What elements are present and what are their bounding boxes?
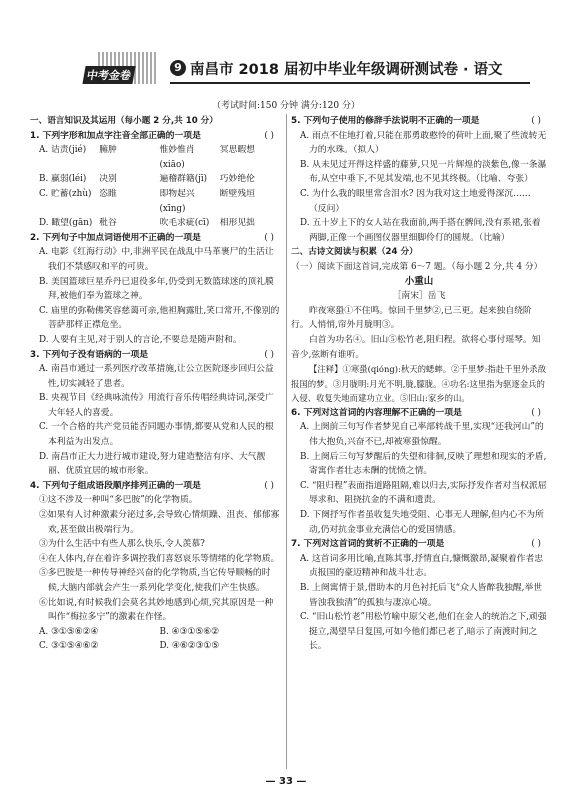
- question-2: [30, 231, 280, 246]
- option-row: [39, 216, 280, 231]
- logo-text: 中考金卷: [82, 66, 135, 84]
- column-divider: [286, 114, 287, 769]
- option-row: [39, 625, 280, 640]
- option-item: 巧妙绝伦: [219, 174, 255, 185]
- question-4: [30, 479, 280, 494]
- option-item: C. 贮蓄(zhù): [39, 188, 92, 199]
- question-stem: 2. 下列句子中加点词语使用不正确的一项是: [30, 232, 201, 243]
- option-d: D. 五十岁上下的女人站在我面前,两手搭在髀间,没有系裙,张着两脚,正像一个画图仪器里细脚伶仃的圆规。（比喻）: [300, 218, 541, 243]
- option-b: B. 上阕后三句写梦醒后的失望和徘徊,反映了理想和现实的矛盾,寄寓作者壮志未酬的忧愤之情。: [300, 451, 547, 477]
- sentence-5: ⑤多巴胺是一种传导神经兴奋的化学物质,当它传导顺畅的时候,大脑内部就会产生一系列化学变化,使我们产生快感。: [39, 568, 271, 593]
- left-column: [30, 114, 280, 654]
- poem-author: ［南宋］岳飞: [392, 291, 446, 302]
- question-1: [30, 129, 280, 144]
- option-d: D. ④⑥②③①⑤: [159, 641, 220, 652]
- sentence-2: ②如果有人讨种激素分泌过多,会导致心情烦躁、沮丧、郁郁寡欢,甚至做出极端行为。: [39, 510, 280, 535]
- option-item: 相形见拙: [219, 218, 255, 229]
- section-heading: 二、古诗文阅读与积累（24 分）: [291, 247, 418, 258]
- option-item: 惟妙惟肖(xiāo): [159, 145, 195, 170]
- option-a: A. ③①⑤⑥②④: [39, 626, 99, 637]
- option-row: [39, 143, 280, 172]
- option-b: B. 上阕寓情于景,借助本的月色衬托后飞“众人皆醉我独醒,举世皆浊我独清”的孤独与凄凉心境。: [300, 583, 543, 608]
- page-number: — 33 —: [265, 776, 307, 787]
- option-a: A. 电影《红海行动》中,非洲平民在战乱中马革裹尸的生活让我们不禁感叹和平的可贵。: [39, 247, 274, 272]
- option-a: A. 雨点不住地打着,只能在那勇敢憨怜的荷叶上面,聚了些流转无力的水珠。（拟人）: [300, 130, 547, 156]
- option-b: B. 美国篮球巨星乔丹已退役多年,仍受到无数篮球迷的顶礼膜拜,被他们奉为篮球之神。: [39, 276, 274, 302]
- answer-blank[interactable]: ( ): [264, 480, 274, 491]
- question-stem: 6. 下列对这首词的内容理解不正确的一项是: [291, 407, 462, 418]
- option-b: B. 央视节目《经典咏流传》用流行音乐传唱经典诗词,深受广大年轻人的喜爱。: [39, 393, 274, 418]
- question-7: [291, 537, 547, 552]
- poem-notes: 【注释】①寒蛩(qióng):秋天的蟋蟀。②千里梦:指赴千里外杀敌报国的梦。③月胧明:月光不明,胧,朦胧。④功名:这里指为驱逐金兵的入侵、收复失地而建功立业。⑤旧山:家乡的山。: [291, 364, 547, 404]
- question-stem: 5. 下列句子使用的修辞手法说明不正确的一项是: [291, 116, 480, 126]
- answer-blank[interactable]: ( ): [264, 130, 274, 141]
- option-b: B. 从未见过开得这样盛的藤萝,只见一片辉煌的淡紫色,像一条瀑布,从空中垂下,不见其发端,也不见其终极。（比喻、夸张）: [300, 159, 547, 185]
- question-stem: 7. 下列对这首词的赏析不正确的一项是: [291, 539, 445, 550]
- option-item: 秕谷: [99, 218, 117, 229]
- title-number-badge: 9: [170, 60, 186, 76]
- option-item: 臃肿: [99, 145, 117, 156]
- option-d: D. 南昌市正大力进行城市建设,努力建造整洁有序、大气靓丽、优质宜居的城市形象。: [39, 451, 266, 477]
- option-c: C. 为什么我的眼里常含泪水? 因为我对这土地爱得深沉……（反问）: [300, 188, 531, 214]
- question-5: [291, 114, 547, 129]
- logo: [78, 52, 160, 88]
- option-row: [39, 639, 280, 654]
- option-d: D. 人要有主见,对于别人的言论,不要总是随声附和。: [39, 334, 242, 345]
- answer-blank[interactable]: ( ): [531, 407, 541, 418]
- header: [78, 52, 518, 90]
- question-stem: 1. 下列字形和加点字注音全部正确的一项是: [30, 130, 201, 141]
- poem-stanza: 白首为功名④。旧山⑤松竹老,阻归程。欲将心事付瑶琴。知音少,弦断有谁听。: [291, 334, 541, 360]
- option-a: A. 这首词多用比喻,直陈其事,抒情直白,慷慨激昂,凝聚着作者忠贞报国的豪迈精神和战斗壮志。: [300, 553, 544, 579]
- option-row: [39, 187, 280, 216]
- option-c: C. ③①⑤④⑥②: [39, 641, 99, 652]
- subsection-instruction: （一）阅读下面这首词,完成第 6～7 题。（每小题 2 分,共 4 分）: [291, 261, 543, 272]
- option-item: 恣睢: [99, 188, 117, 199]
- option-item: 即物起兴(xīng): [159, 188, 195, 214]
- option-c: C. “旧山松竹老”用松竹喻中原父老,他们在金人的统治之下,顽强挺立,渴望早日复国,可如今他们都已老了,暗示了南渡时间之长。: [300, 612, 547, 652]
- option-item: 断壁残垣: [219, 188, 255, 199]
- option-item: B. 赢弱(léi): [39, 174, 87, 185]
- option-b: B. ④③①⑤⑥②: [159, 626, 219, 637]
- sentence-3: ③为什么生活中有些人那么快乐,令人羡慕?: [39, 539, 205, 550]
- question-stem: 4. 下列句子组成语段顺序排列正确的一项是: [30, 480, 201, 491]
- title-rule: [170, 82, 530, 84]
- option-c: C. 一个合格的共产党员能否同题办事情,都要从党和人民的根本利益为出发点。: [39, 422, 274, 448]
- option-item: D. 瞰望(gān): [39, 218, 93, 229]
- poem-title: 小重山: [404, 275, 434, 287]
- option-a: A. 南昌市通过一系列医疗改革措施,让公立医院逐步回归公益性,切实减轻了患者。: [39, 364, 274, 389]
- exam-info: （考试时间:150 分钟 满分:120 分）: [211, 101, 360, 111]
- option-item: A. 诘责(jié): [39, 145, 87, 156]
- question-6: [291, 406, 547, 421]
- option-row: [39, 172, 280, 187]
- option-a: A. 上阕前三句写作者梦见自己率部转战千里,实现“还我河山”的伟大抱负,兴奋不已,却被寒蛩惊醒。: [300, 422, 544, 448]
- sentence-6: ⑥比如说,有时候我们会莫名其妙地感到心烦,究其原因是一种叫作“梅拉多宁”的激素在作怪。: [39, 597, 274, 623]
- sentence-1: ①这不涉及一种叫“多巴胺”的化学物质。: [39, 495, 198, 506]
- option-item: 冥思暇想: [219, 145, 255, 156]
- page-title: 南昌市 2018 届初中毕业年级调研测试卷 · 语文: [190, 62, 503, 78]
- option-item: 决别: [99, 174, 117, 185]
- section-heading: 一、语言知识及其运用（每小题 2 分,共 10 分）: [30, 116, 218, 126]
- question-3: [30, 348, 280, 363]
- answer-blank[interactable]: ( ): [531, 116, 541, 126]
- sentence-4: ④在人体内,存在着许多调控我们喜怒哀乐等情绪的化学物质。: [39, 553, 280, 564]
- option-d: D. 下阕抒写作者虽收复失地受阻、心事无人理解,但内心不为所动,仍对抗金事业充满信心的爱国情感。: [300, 510, 544, 535]
- answer-blank[interactable]: ( ): [531, 539, 541, 550]
- option-item: 吹毛求疵(cī): [159, 218, 210, 229]
- option-c: C. 庙里的弥勒佛笑容慈蔼可亲,他袒胸露肚,笑口常开,不像别的菩萨那样正襟危坐。: [39, 305, 280, 331]
- option-c: C. “阻归程”表面指道路阻隔,难以归去,实际抒发作者对当权派屈辱求和、阻挠抗金的不满和遗责。: [300, 480, 547, 506]
- option-item: 遍稽群籍(jī): [159, 174, 208, 185]
- question-stem: 3. 下列句子没有语病的一项是: [30, 349, 149, 360]
- answer-blank[interactable]: ( ): [264, 232, 274, 243]
- right-column: [291, 114, 547, 654]
- poem-stanza: 昨夜寒蛩①不住鸣。惊回千里梦②,已三更。起来独自绕阶行。人悄悄,帘外月胧明③。: [291, 305, 532, 331]
- answer-blank[interactable]: ( ): [264, 349, 274, 360]
